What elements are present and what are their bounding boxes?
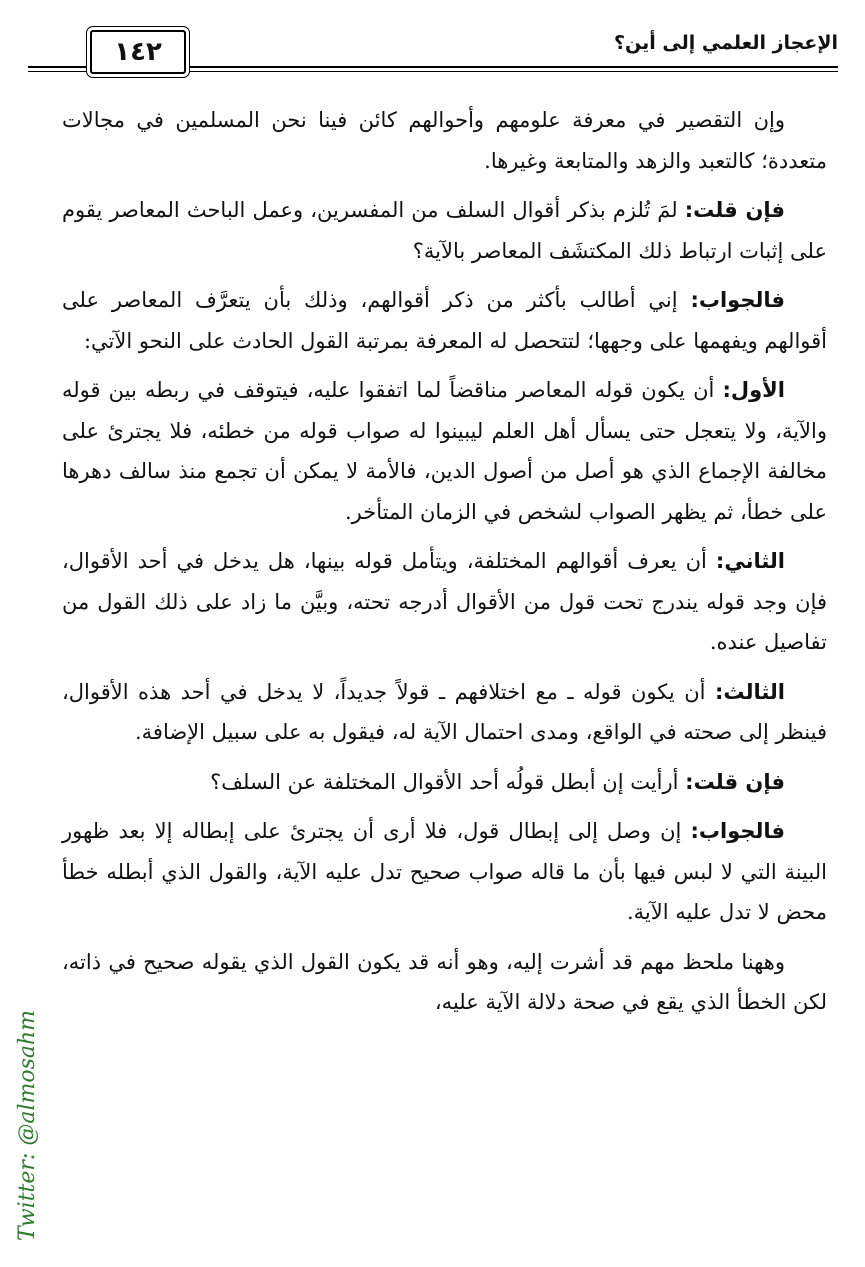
running-title: الإعجاز العلمي إلى أين؟ xyxy=(614,32,838,54)
watermark-text: Twitter: @almosahm xyxy=(15,1009,41,1241)
body-text xyxy=(62,100,827,1032)
paragraph-lead: الثالث: xyxy=(714,679,785,704)
paragraph-lead: فإن قلت: xyxy=(684,198,786,222)
paragraph xyxy=(62,672,827,753)
paragraph-text: وإن التقصير في معرفة علومهم وأحوالهم كائن فينا نحن المسلمين في مجالات متعددة؛ كالتعبد والزهد والمتابعة وغيرها. xyxy=(62,108,827,173)
paragraph xyxy=(62,370,827,532)
paragraph xyxy=(62,190,827,271)
paragraph-lead: الأول: xyxy=(722,378,785,402)
paragraph-lead: الثاني: xyxy=(715,549,785,573)
paragraph-text: وههنا ملحظ مهم قد أشرت إليه، وهو أنه قد يكون القول الذي يقوله صحيح في ذاته، لكن الخطأ الذي يقع في صحة دلالة الآية عليه، xyxy=(62,949,827,1014)
paragraph-text: أرأيت إن أبطل قولُه أحد الأقوال المختلفة عن السلف؟ xyxy=(210,769,686,794)
paragraph xyxy=(62,280,827,361)
paragraph-text: أن يكون قوله المعاصر مناقضاً لما اتفقوا عليه، فيتوقف في ربطه بين قوله والآية، ولا يتعجل حتى يسأل أهل العلم ليبينوا له صواب قوله من خطئه، فلا يجترئ على مخالفة الإجماع الذي هو أصل من أصول الدين، فالأمة لا يمكن أن تجمع منذ سالف دهرها على خطأ، ثم يظهر الصواب لشخص في الزمان المتأخر. xyxy=(62,378,827,524)
watermark xyxy=(8,995,48,1255)
paragraph-text: إني أطالب بأكثر من ذكر أقوالهم، وذلك بأن يتعرَّف المعاصر على أقوالهم ويفهمها على وجهها؛ لتتحصل له المعرفة بمرتبة القول الحادث على النحو الآتي: xyxy=(62,288,827,353)
paragraph-text: أن يكون قوله ـ مع اختلافهم ـ قولاً جديداً، لا يدخل في أحد هذه الأقوال، فينظر إلى صحته في الواقع، ومدى احتمال الآية له، فيقول به على سبيل الإضافة. xyxy=(62,679,827,744)
paragraph-lead: فالجواب: xyxy=(690,288,785,312)
page-header xyxy=(28,22,838,82)
paragraph-lead: فالجواب: xyxy=(690,819,785,843)
paragraph xyxy=(62,762,827,803)
paragraph xyxy=(62,541,827,663)
paragraph xyxy=(62,942,827,1023)
paragraph xyxy=(62,811,827,933)
paragraph-text: أن يعرف أقوالهم المختلفة، ويتأمل قوله بينها، هل يدخل في أحد الأقوال، فإن وجد قوله يندرج تحت قول من الأقوال أدرجه تحته، وبيَّن ما زاد على ذلك القول من تفاصيل عنده. xyxy=(62,549,827,654)
paragraph-lead: فإن قلت: xyxy=(685,769,785,794)
paragraph-text: إن وصل إلى إبطال قول، فلا أرى أن يجترئ على إبطاله إلا بعد ظهور البينة التي لا لبس فيها بأن ما قاله صواب صحيح تدل عليه الآية، والقول الذي أبطله خطأ محض لا تدل عليه الآية. xyxy=(62,819,827,924)
paragraph xyxy=(62,100,827,181)
page-number: ١٤٢ xyxy=(90,30,186,74)
paragraph-text: لمَ تُلزم بذكر أقوال السلف من المفسرين، وعمل الباحث المعاصر يقوم على إثبات ارتباط ذلك المكتشَف المعاصر بالآية؟ xyxy=(62,198,827,263)
